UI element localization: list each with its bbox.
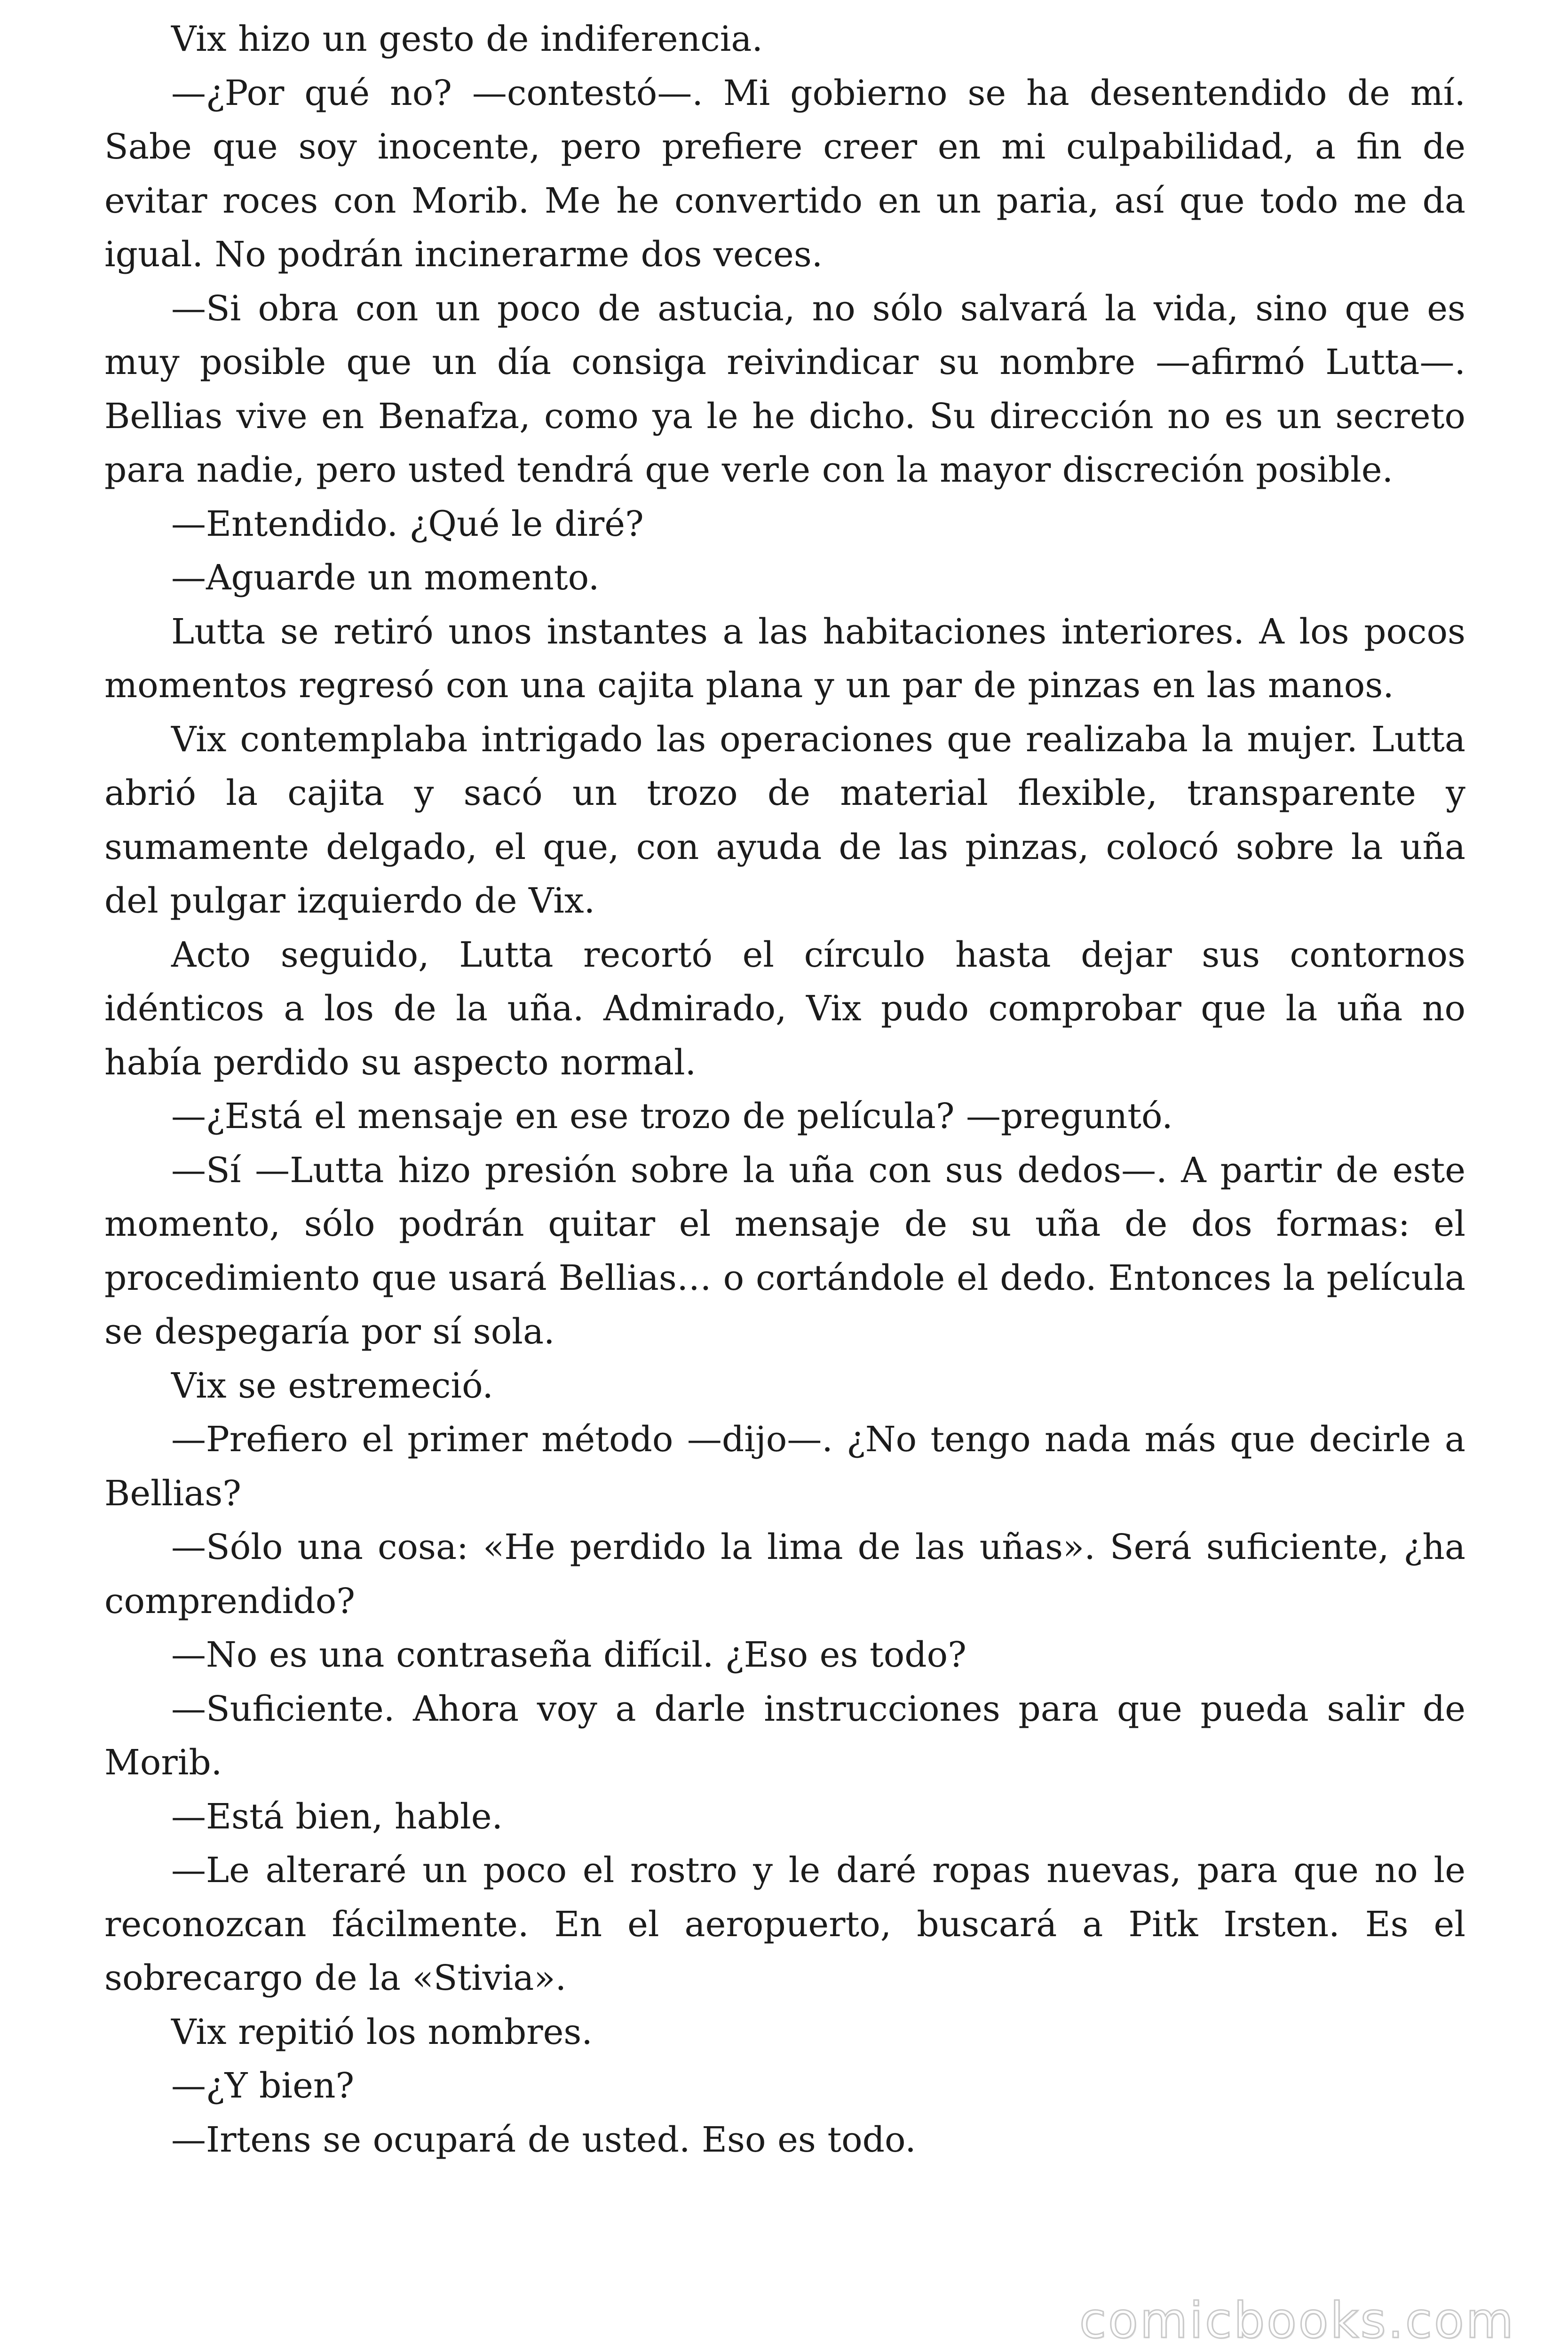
- paragraph: —Sólo una cosa: «He perdido la lima de las uñas». Será suficiente, ¿ha comprendido?: [104, 1527, 1465, 1621]
- paragraph: —Prefiero el primer método —dijo—. ¿No tengo nada más que decirle a Bellias?: [104, 1419, 1465, 1514]
- paragraph: Vix se estremeció.: [171, 1365, 493, 1406]
- paragraph: Acto seguido, Lutta recortó el círculo hasta dejar sus contornos idénticos a los de la uña. Admirado, Vix pudo comprobar que la uña no había perdido su aspecto normal.: [104, 934, 1465, 1083]
- body-text: [104, 12, 1465, 2167]
- paragraph: —No es una contraseña difícil. ¿Eso es todo?: [171, 1635, 966, 1675]
- watermark: comicbooks.com: [1079, 2292, 1515, 2349]
- paragraph: Lutta se retiró unos instantes a las habitaciones interiores. A los pocos momentos regresó con una cajita plana y un par de pinzas en las manos.: [104, 611, 1465, 706]
- paragraph: —Suficiente. Ahora voy a darle instrucciones para que pueda salir de Morib.: [104, 1688, 1465, 1783]
- paragraph: —Irtens se ocupará de usted. Eso es todo.: [171, 2119, 916, 2160]
- paragraph: Vix hizo un gesto de indiferencia.: [171, 19, 763, 59]
- paragraph: —Sí —Lutta hizo presión sobre la uña con sus dedos—. A partir de este momento, sólo podrán quitar el mensaje de su uña de dos formas: el procedimiento que usará Bellias… o cortándole el dedo. Entonces la película se despegaría por sí sola.: [104, 1150, 1465, 1352]
- paragraph: Vix repitió los nombres.: [171, 2011, 593, 2052]
- paragraph: —¿Está el mensaje en ese trozo de película? —preguntó.: [171, 1096, 1173, 1136]
- paragraph: —Entendido. ¿Qué le diré?: [171, 503, 644, 544]
- paragraph: Vix contemplaba intrigado las operaciones que realizaba la mujer. Lutta abrió la cajita y sacó un trozo de material flexible, transparente y sumamente delgado, el que, con ayuda de las pinzas, colocó sobre la uña del pulgar izquierdo de Vix.: [104, 719, 1465, 921]
- paragraph: —Si obra con un poco de astucia, no sólo salvará la vida, sino que es muy posible que un día consiga reivindicar su nombre —afirmó Lutta—. Bellias vive en Benafza, como ya le he dicho. Su dirección no es un secreto para nadie, pero usted tendrá que verle con la mayor discreción posible.: [104, 288, 1465, 490]
- paragraph: —Le alteraré un poco el rostro y le daré ropas nuevas, para que no le reconozcan fácilmente. En el aeropuerto, buscará a Pitk Irsten. Es el sobrecargo de la «Stivia».: [104, 1850, 1465, 1998]
- paragraph: —¿Y bien?: [171, 2066, 355, 2106]
- paragraph: —Aguarde un momento.: [171, 557, 600, 598]
- paragraph: —Está bien, hable.: [171, 1796, 503, 1837]
- paragraph: —¿Por qué no? —contestó—. Mi gobierno se ha desentendido de mí. Sabe que soy inocente, pero prefiere creer en mi culpabilidad, a fin de evitar roces con Morib. Me he convertido en un paria, así que todo me da igual. No podrán incinerarme dos veces.: [104, 72, 1465, 275]
